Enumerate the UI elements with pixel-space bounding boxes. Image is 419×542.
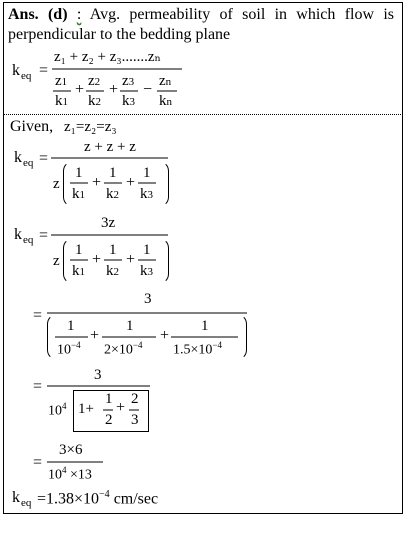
formula1-frac1-num: z1 [55,73,68,89]
step1-frac3-den: k3 [140,186,153,202]
result-lhs: k [12,489,20,506]
formula1-equals: = [39,62,49,79]
result-lhs-sub: eq [21,497,32,509]
step1-frac2-num: 1 [109,165,117,181]
step4-frac1-den: 2 [105,412,113,428]
step2-frac2-num: 1 [109,242,117,258]
formula1-lhs: k [12,62,20,79]
step3-numerator: 3 [144,291,152,307]
step2-lhs-sub: eq [23,234,34,246]
step1-frac3-num: 1 [143,165,151,181]
step1-lhs: k [14,149,22,166]
answer-separator: : [76,6,82,23]
given-condition: z₁=z₂=z₃ [64,119,117,135]
step1-equals: = [39,150,49,167]
step2-frac3-den: k3 [140,263,153,279]
step4-equals: = [33,378,43,395]
step2-frac1-den: k1 [72,263,85,279]
step3-plus2: + [160,327,170,344]
step5-denominator: $10^4 \times 13$ [48,465,92,483]
step5-equals: = [33,454,43,471]
step1-frac1-den: k1 [72,186,85,202]
step1-numerator: z + z + z [84,139,136,155]
step1-factor: z [53,176,60,192]
answer-text: Avg. permeability of soil in which flow is perpendicular to the bedding plane [8,6,394,43]
step5-numerator: 3×6 [59,442,83,458]
step3-frac3-num: 1 [201,318,209,334]
formula1-lhs-sub: eq [21,70,32,82]
step4-frac2-num: 2 [131,391,139,407]
step3-equals: = [33,307,43,324]
step1-frac2-den: k2 [106,186,119,202]
step3-frac2-num: 1 [126,318,134,334]
formula1-fracn-num: zn [159,73,172,89]
formula1-frac1-den: k1 [55,93,68,109]
step1-frac1-num: 1 [75,165,83,181]
step3-frac1-den: $10^{-4}$ [57,340,81,358]
step2-equals: = [39,227,49,244]
step4-power: $10^4$ [48,401,67,419]
result-value: $=1.38\times 10^{-4}$ cm/sec [37,489,159,508]
step2-frac3-num: 1 [143,242,151,258]
given-label: Given, [10,118,54,135]
formula1-plus2: + [109,81,119,98]
step3-frac1-num: 1 [67,318,75,334]
step2-frac2-den: k2 [106,263,119,279]
step2-factor: z [53,253,60,269]
formula1-frac3-num: z3 [122,73,135,89]
step4-plus: + [116,399,126,416]
formula1-fracn-den: kn [159,93,172,109]
answer-label: Ans. (d) [8,6,68,23]
step4-frac2-den: 3 [131,412,139,428]
step4-frac1-num: 1 [105,391,113,407]
formula1-minus: − [143,81,153,98]
step3-frac3-den: $1.5\times 10^{-4}$ [173,340,222,358]
formula1-plus1: + [75,81,85,98]
step3-frac2-den: $2\times 10^{-4}$ [104,340,143,358]
step2-plus1: + [92,251,102,268]
step4-one: 1+ [78,401,94,417]
step1-plus1: + [92,174,102,191]
step3-plus1: + [90,327,100,344]
step2-frac1-num: 1 [75,242,83,258]
step2-numerator: 3z [101,215,116,231]
formula1-frac3-den: k3 [122,93,135,109]
step1-plus2: + [126,174,136,191]
formula1-frac2-num: z2 [88,73,101,89]
step1-lhs-sub: eq [23,157,34,169]
step2-plus2: + [126,251,136,268]
formula1-frac2-den: k2 [88,93,101,109]
step4-numerator: 3 [94,367,102,383]
formula1-numerator: z₁ + z₂ + z₃.......zₙ [54,49,161,65]
step2-lhs: k [14,226,22,243]
